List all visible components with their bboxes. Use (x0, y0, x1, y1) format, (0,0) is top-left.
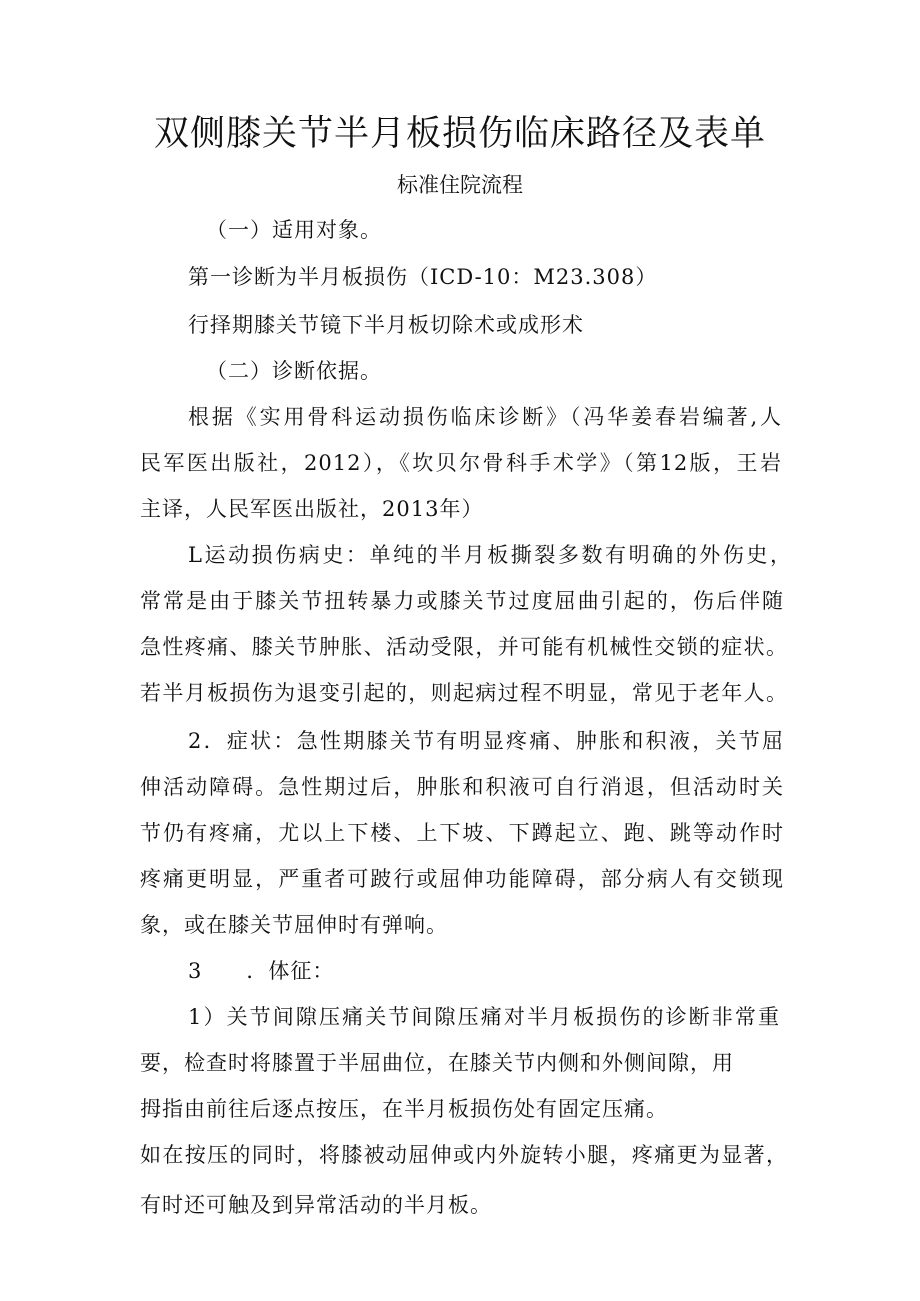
paragraph-line: 根据《实用骨科运动损伤临床诊断》（冯华姜春岩编著,人 (188, 405, 782, 429)
paragraph-line: 1）关节间隙压痛关节间隙压痛对半月板损伤的诊断非常重 (188, 1005, 780, 1029)
paragraph-line: 拇指由前往后逐点按压，在半月板损伤处有固定压痛。 (140, 1097, 668, 1121)
paragraph-line: L运动损伤病史：单纯的半月板撕裂多数有明确的外伤史， (188, 543, 792, 567)
paragraph-line: 民军医出版社，2012），《坎贝尔骨科手术学》（第12版，王岩 (140, 451, 782, 475)
document-subtitle: 标准住院流程 (397, 173, 523, 197)
document-title: 双侧膝关节半月板损伤临床路径及表单 (153, 114, 766, 154)
paragraph-line: 象，或在膝关节屈伸时有弹响。 (140, 913, 448, 937)
paragraph-line: 2．症状：急性期膝关节有明显疼痛、肿胀和积液，关节屈 (188, 729, 784, 753)
paragraph-line: 主译，人民军医出版社，2013年） (140, 497, 484, 521)
paragraph-line: 若半月板损伤为退变引起的，则起病过程不明显，常见于老年人。 (140, 681, 788, 705)
section-heading-signs: 3 ．体征： (188, 959, 335, 983)
paragraph-line: 第一诊断为半月板损伤（ICD-10：M23.308） (188, 265, 658, 289)
paragraph-line: 伸活动障碍。急性期过后，肿胀和积液可自行消退，但活动时关 (140, 775, 784, 799)
paragraph-line: 行择期膝关节镜下半月板切除术或成形术 (188, 313, 584, 337)
section-heading-applicable: （一）适用对象。 (206, 218, 382, 242)
section-heading-diagnosis: （二）诊断依据。 (206, 359, 382, 383)
paragraph-line: 节仍有疼痛，尤以上下楼、上下坡、下蹲起立、跑、跳等动作时 (140, 821, 784, 845)
paragraph-line: 要，检查时将膝置于半屈曲位，在膝关节内侧和外侧间隙，用 (140, 1051, 734, 1075)
paragraph-line: 疼痛更明显，严重者可跛行或屈伸功能障碍，部分病人有交锁现 (140, 867, 784, 891)
paragraph-line: 常常是由于膝关节扭转暴力或膝关节过度屈曲引起的，伤后伴随 (140, 589, 784, 613)
paragraph-line: 如在按压的同时，将膝被动屈伸或内外旋转小腿，疼痛更为显著， (140, 1143, 788, 1167)
paragraph-line: 急性疼痛、膝关节肿胀、活动受限，并可能有机械性交锁的症状。 (140, 635, 788, 659)
paragraph-line: 有时还可触及到异常活动的半月板。 (140, 1193, 492, 1217)
